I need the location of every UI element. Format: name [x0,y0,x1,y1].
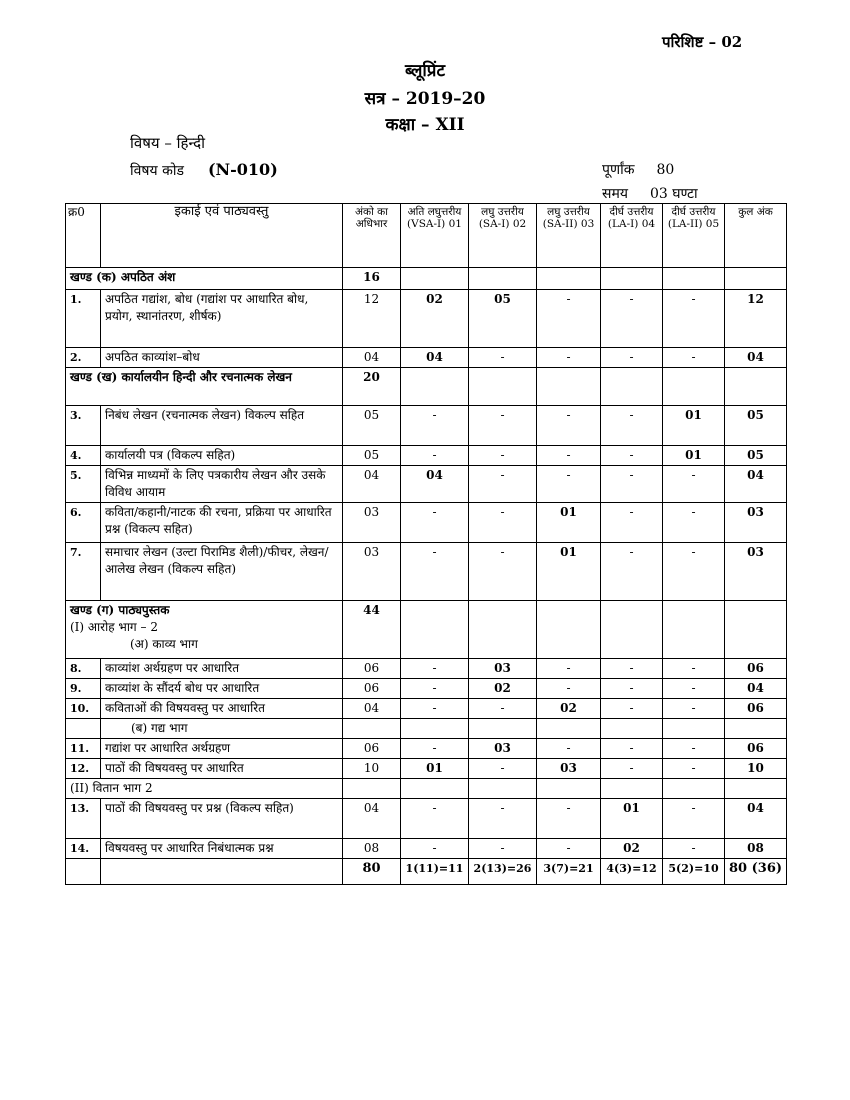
row-total: 05 [725,446,787,466]
table-row [66,659,787,679]
row-sno: 9. [66,679,101,699]
section-a [66,268,787,290]
empty-cell [66,859,101,885]
section-a-title: खण्ड (क) अपठित अंश [66,268,343,290]
row-total: 10 [725,759,787,779]
row-unit: कार्यालयी पत्र (विकल्प सहित) [101,446,343,466]
row-unit: काव्यांश के सौंदर्य बोध पर आधारित [101,679,343,699]
empty-cell [66,719,101,739]
row-vsa1: - [401,503,469,543]
totals-row [66,859,787,885]
row-sa2: - [537,799,601,839]
row-sa1: - [469,348,537,368]
row-sno: 3. [66,406,101,446]
gadya-heading-row [66,719,787,739]
section-b-weight: 20 [343,368,401,406]
row-sa1: 03 [469,739,537,759]
row-vsa1: 01 [401,759,469,779]
row-la2: - [663,543,725,601]
row-la1: - [601,406,663,446]
row-vsa1: - [401,699,469,719]
annex-label: परिशिष्ट – 02 [662,33,743,51]
row-la1: - [601,679,663,699]
row-sno: 1. [66,290,101,348]
document-title: ब्लूप्रिंट [404,61,446,81]
empty-cell [601,779,663,799]
row-vsa1: - [401,799,469,839]
row-sno: 8. [66,659,101,679]
row-la2: - [663,348,725,368]
col-sa2: लघु उत्तरीय (SA-II) 03 [537,204,601,268]
row-total: 04 [725,348,787,368]
row-la1: - [601,759,663,779]
row-unit: कविताओं की विषयवस्तु पर आधारित [101,699,343,719]
section-c-line: (अ) काव्य भाग [130,637,198,651]
empty-cell [537,779,601,799]
total-sa2: 3(7)=21 [537,859,601,885]
row-vsa1: - [401,543,469,601]
empty-cell [343,779,401,799]
subject-code-label: विषय कोड [130,163,184,179]
empty-cell [537,601,601,659]
subject-code [130,160,278,180]
row-sa2: 03 [537,759,601,779]
row-sno: 5. [66,466,101,503]
row-sa1: - [469,446,537,466]
row-unit: विषयवस्तु पर आधारित निबंधात्मक प्रश्न [101,839,343,859]
empty-cell [725,601,787,659]
row-total: 12 [725,290,787,348]
row-la1: - [601,699,663,719]
table-row [66,466,787,503]
row-weight: 04 [343,799,401,839]
empty-cell [469,719,537,739]
max-marks [602,160,674,179]
grand-total: 80 (36) [725,859,787,885]
row-vsa1: 04 [401,348,469,368]
subject-code-value: (N-010) [207,160,278,179]
empty-cell [401,719,469,739]
table-row [66,348,787,368]
row-la1: - [601,466,663,503]
empty-cell [601,601,663,659]
row-sa2: 01 [537,503,601,543]
row-la1: - [601,290,663,348]
row-sno: 12. [66,759,101,779]
col-sa1: लघु उत्तरीय (SA-I) 02 [469,204,537,268]
row-sno: 4. [66,446,101,466]
row-total: 06 [725,699,787,719]
row-la1: - [601,739,663,759]
empty-cell [469,601,537,659]
row-unit: कविता/कहानी/नाटक की रचना, प्रक्रिया पर आधारित प्रश्न (विकल्प सहित) [101,503,343,543]
section-c [66,601,787,659]
section-c-line: खण्ड (ग) पाठ्यपुस्तक [70,603,170,617]
row-weight: 03 [343,503,401,543]
empty-cell [601,268,663,290]
row-unit: अपठित काव्यांश–बोध [101,348,343,368]
table-row [66,406,787,446]
row-total: 05 [725,406,787,446]
vitan-heading-row [66,779,787,799]
row-sa2: - [537,290,601,348]
empty-cell [537,368,601,406]
empty-cell [725,719,787,739]
row-total: 04 [725,679,787,699]
empty-cell [401,779,469,799]
total-la2: 5(2)=10 [663,859,725,885]
row-la2: - [663,699,725,719]
row-sa1: - [469,503,537,543]
max-marks-label: पूर्णांक [602,162,635,178]
table-row [66,739,787,759]
empty-cell [725,268,787,290]
section-c-weight: 44 [343,601,401,659]
row-sa2: - [537,839,601,859]
row-total: 04 [725,799,787,839]
row-weight: 05 [343,406,401,446]
row-weight: 06 [343,739,401,759]
row-sa2: 02 [537,699,601,719]
row-vsa1: 02 [401,290,469,348]
table-row [66,679,787,699]
row-weight: 06 [343,679,401,699]
empty-cell [601,368,663,406]
section-a-weight: 16 [343,268,401,290]
row-la2: - [663,739,725,759]
empty-cell [663,601,725,659]
empty-cell [343,719,401,739]
row-sa2: - [537,446,601,466]
row-weight: 05 [343,446,401,466]
row-la2: 01 [663,446,725,466]
col-la1: दीर्घ उत्तरीय (LA-I) 04 [601,204,663,268]
empty-cell [469,779,537,799]
row-unit: गद्यांश पर आधारित अर्थग्रहण [101,739,343,759]
row-vsa1: 04 [401,466,469,503]
row-total: 06 [725,659,787,679]
session: सत्र – 2019–20 [364,89,486,109]
row-weight: 12 [343,290,401,348]
row-unit: काव्यांश अर्थग्रहण पर आधारित [101,659,343,679]
table-row [66,839,787,859]
row-la2: - [663,799,725,839]
total-sa1: 2(13)=26 [469,859,537,885]
row-sa1: - [469,543,537,601]
empty-cell [663,719,725,739]
row-la2: - [663,290,725,348]
row-sa1: 05 [469,290,537,348]
row-unit: निबंध लेखन (रचनात्मक लेखन) विकल्प सहित [101,406,343,446]
col-sno: क्र0 [66,204,101,268]
row-vsa1: - [401,406,469,446]
row-weight: 04 [343,699,401,719]
row-sa2: - [537,348,601,368]
row-la1: 01 [601,799,663,839]
table-row [66,699,787,719]
row-sa1: - [469,759,537,779]
row-sa1: 02 [469,679,537,699]
row-sno: 11. [66,739,101,759]
empty-cell [537,719,601,739]
row-sa2: - [537,466,601,503]
row-total: 04 [725,466,787,503]
row-la2: - [663,659,725,679]
row-la1: - [601,659,663,679]
row-la2: - [663,679,725,699]
row-sa1: - [469,839,537,859]
row-sa1: - [469,406,537,446]
empty-cell [101,859,343,885]
total-la1: 4(3)=12 [601,859,663,885]
row-unit: पाठों की विषयवस्तु पर प्रश्न (विकल्प सहित) [101,799,343,839]
row-la2: - [663,503,725,543]
row-total: 03 [725,543,787,601]
total-weight: 80 [343,859,401,885]
row-weight: 08 [343,839,401,859]
time-value: 03 घण्टा [649,186,698,202]
row-total: 06 [725,739,787,759]
vitan-heading: (II) वितान भाग 2 [66,779,343,799]
row-sno: 6. [66,503,101,543]
total-vsa1: 1(11)=11 [401,859,469,885]
row-vsa1: - [401,679,469,699]
empty-cell [401,601,469,659]
row-total: 03 [725,503,787,543]
row-total: 08 [725,839,787,859]
row-la2: - [663,759,725,779]
row-unit: पाठों की विषयवस्तु पर आधारित [101,759,343,779]
row-vsa1: - [401,839,469,859]
table-row [66,799,787,839]
gadya-heading: (ब) गद्य भाग [101,719,343,739]
empty-cell [663,779,725,799]
row-la2: - [663,839,725,859]
row-weight: 06 [343,659,401,679]
row-weight: 03 [343,543,401,601]
row-weight: 10 [343,759,401,779]
class-label: कक्षा – XII [385,115,465,135]
table-row [66,446,787,466]
row-weight: 04 [343,466,401,503]
blueprint-table [65,203,787,885]
row-sno: 14. [66,839,101,859]
empty-cell [725,368,787,406]
row-unit: विभिन्न माध्यमों के लिए पत्रकारीय लेखन और उसके विविध आयाम [101,466,343,503]
empty-cell [663,268,725,290]
row-sa2: - [537,679,601,699]
row-vsa1: - [401,446,469,466]
row-weight: 04 [343,348,401,368]
exam-time [602,184,698,203]
col-vsa1: अति लघुत्तरीय (VSA-I) 01 [401,204,469,268]
empty-cell [469,368,537,406]
table-row [66,503,787,543]
empty-cell [401,268,469,290]
empty-cell [663,368,725,406]
empty-cell [401,368,469,406]
row-sa2: 01 [537,543,601,601]
row-la1: 02 [601,839,663,859]
section-c-title [66,601,343,659]
row-la2: - [663,466,725,503]
row-la1: - [601,503,663,543]
row-la1: - [601,348,663,368]
row-sa1: - [469,466,537,503]
row-la2: 01 [663,406,725,446]
row-sno: 13. [66,799,101,839]
row-vsa1: - [401,659,469,679]
col-total: कुल अंक [725,204,787,268]
row-sa1: 03 [469,659,537,679]
empty-cell [537,268,601,290]
row-sno: 10. [66,699,101,719]
table-row [66,759,787,779]
row-la1: - [601,543,663,601]
subject-label: विषय – हिन्दी [130,134,205,152]
col-unit: इकाई एवं पाठ्यवस्तु [101,204,343,268]
section-b-title: खण्ड (ख) कार्यालयीन हिन्दी और रचनात्मक लेखन [66,368,343,406]
empty-cell [725,779,787,799]
row-la1: - [601,446,663,466]
row-sno: 7. [66,543,101,601]
row-sa2: - [537,406,601,446]
row-sa1: - [469,799,537,839]
max-marks-value: 80 [656,162,675,178]
time-label: समय [602,186,628,202]
section-c-line: (I) आरोह भाग – 2 [70,620,158,634]
row-vsa1: - [401,739,469,759]
header-row [66,204,787,268]
row-sa1: - [469,699,537,719]
row-unit: समाचार लेखन (उल्टा पिरामिड शैली)/फीचर, लेखन/आलेख लेखन (विकल्प सहित) [101,543,343,601]
col-weight: अंको का अधिभार [343,204,401,268]
section-b [66,368,787,406]
row-sa2: - [537,739,601,759]
col-la2: दीर्घ उत्तरीय (LA-II) 05 [663,204,725,268]
table-row [66,543,787,601]
table-row [66,290,787,348]
row-unit: अपठित गद्यांश, बोध (गद्यांश पर आधारित बोध, प्रयोग, स्थानांतरण, शीर्षक) [101,290,343,348]
empty-cell [469,268,537,290]
row-sno: 2. [66,348,101,368]
row-sa2: - [537,659,601,679]
empty-cell [601,719,663,739]
